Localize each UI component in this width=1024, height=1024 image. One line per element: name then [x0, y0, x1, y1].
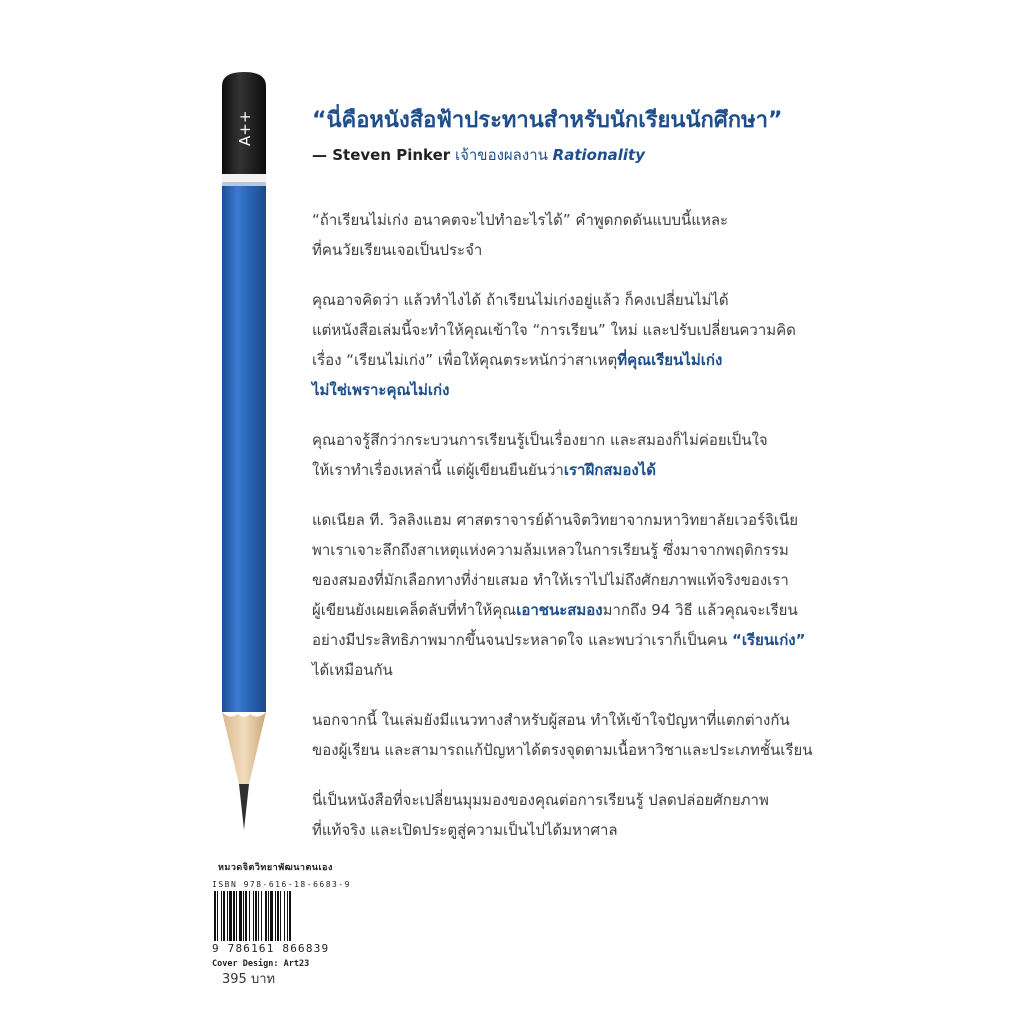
text-segment: เรื่อง “เรียนไม่เก่ง” เพื่อให้คุณตระหนักว่าสาเหตุ [312, 351, 618, 369]
pencil-grade-label: A++ [236, 110, 254, 146]
barcode-bar [243, 891, 244, 941]
isbn-text: ISBN 978-616-18-6683-9 [212, 880, 351, 889]
barcode-bar [253, 891, 254, 941]
blurb-line [312, 455, 992, 485]
quote-role: เจ้าของผลงาน [450, 146, 553, 164]
pencil-illustration [216, 68, 272, 838]
blurb-paragraph [312, 505, 992, 685]
blurb-paragraph [312, 205, 992, 265]
text-segment: ให้เราทำเรื่องเหล่านี้ แต่ผู้เขียนยืนยันว่า [312, 461, 564, 479]
blurb-paragraph [312, 705, 992, 765]
endorsement-quote: “นี่คือหนังสือฟ้าประทานสำหรับนักเรียนนักศึกษา” [312, 108, 783, 133]
text-segment: ที่คนวัยเรียนเจอเป็นประจำ [312, 241, 483, 259]
text-segment: แดเนียล ที. วิลลิงแฮม ศาสตราจารย์ด้านจิตวิทยาจากมหาวิทยาลัยเวอร์จิเนีย [312, 511, 798, 529]
blurb-line [312, 595, 992, 625]
highlighted-phrase: เอาชนะสมอง [516, 601, 603, 619]
barcode-block [212, 860, 352, 969]
barcode-bar [280, 891, 281, 941]
barcode-bar [265, 891, 267, 941]
barcode-bar [223, 891, 225, 941]
blurb-line [312, 425, 992, 455]
text-segment: ได้เหมือนกัน [312, 661, 393, 679]
barcode-bar [270, 891, 273, 941]
barcode-bar [236, 891, 237, 941]
blurb-line [312, 565, 992, 595]
barcode-bar [284, 891, 285, 941]
text-segment: อย่างมีประสิทธิภาพมากขึ้นจนประหลาดใจ และพบว่าเราก็เป็นคน [312, 631, 732, 649]
blurb-line [312, 285, 992, 315]
cover-design-credit: Cover Design: Art23 [212, 959, 310, 969]
price-label: 395 บาท [222, 972, 276, 987]
highlighted-phrase: เราฝึกสมองได้ [563, 461, 656, 479]
blurb-paragraph [312, 285, 992, 405]
barcode-bar [261, 891, 262, 941]
text-segment: ของสมองที่มักเลือกทางที่ง่ายเสมอ ทำให้เราไปไม่ถึงศักยภาพแท้จริงของเรา [312, 571, 789, 589]
text-segment: แต่หนังสือเล่มนี้จะทำให้คุณเข้าใจ “การเรียน” ใหม่ และปรับเปลี่ยนความคิด [312, 321, 796, 339]
text-segment: คุณอาจรู้สึกว่ากระบวนการเรียนรู้เป็นเรื่องยาก และสมองก็ไม่ค่อยเป็นใจ [312, 431, 768, 449]
blurb-paragraph [312, 785, 992, 845]
barcode-bar [275, 891, 276, 941]
barcode-bar [277, 891, 279, 941]
highlighted-phrase: ไม่ใช่เพราะคุณไม่เก่ง [312, 381, 450, 399]
barcode-bar [214, 891, 216, 941]
barcode-bar [268, 891, 269, 941]
text-segment: มากถึง 94 วิธี แล้วคุณจะเรียน [602, 601, 798, 619]
text-segment: “ถ้าเรียนไม่เก่ง อนาคตจะไปทำอะไรได้” คำพูดกดดันแบบนี้แหละ [312, 211, 729, 229]
quote-dash: — [312, 146, 333, 164]
blurb-line [312, 205, 992, 235]
quote-work-title: Rationality [552, 146, 645, 164]
blurb-line [312, 535, 992, 565]
blurb-line [312, 235, 992, 265]
text-segment: พาเราเจาะลึกถึงสาเหตุแห่งความล้มเหลวในการเรียนรู้ ซึ่งมาจากพฤติกรรม [312, 541, 789, 559]
blurb-body [312, 205, 992, 865]
text-segment: ของผู้เรียน และสามารถแก้ปัญหาได้ตรงจุดตามเนื้อหาวิชาและประเภทชั้นเรียน [312, 741, 813, 759]
blurb-line [312, 625, 992, 655]
barcode-bar [217, 891, 218, 941]
quote-attribution [312, 144, 972, 166]
blurb-line [312, 375, 992, 405]
barcode-bar [221, 891, 222, 941]
blurb-line [312, 815, 992, 845]
barcode-bar [229, 891, 232, 941]
text-segment: คุณอาจคิดว่า แล้วทำไงได้ ถ้าเรียนไม่เก่งอยู่แล้ว ก็คงเปลี่ยนไม่ได้ [312, 291, 729, 309]
barcode-digits: 9 786161 866839 [212, 942, 330, 955]
text-segment: ผู้เขียนยังเผยเคล็ดลับที่ทำให้คุณ [312, 601, 517, 619]
barcode-bar [239, 891, 242, 941]
barcode-bar [289, 891, 291, 941]
barcode-bar [287, 891, 288, 941]
barcode-bar [258, 891, 259, 941]
barcode-bar [245, 891, 247, 941]
barcode-image [212, 891, 340, 941]
barcode-bar [249, 891, 250, 941]
barcode-bar [227, 891, 228, 941]
text-segment: นอกจากนี้ ในเล่มยังมีแนวทางสำหรับผู้สอน ทำให้เข้าใจปัญหาที่แตกต่างกัน [312, 711, 790, 729]
highlighted-phrase: “เรียนเก่ง” [732, 631, 806, 649]
text-segment: ที่แท้จริง และเปิดประตูสู่ความเป็นไปได้มหาศาล [312, 821, 618, 839]
highlighted-phrase: ที่คุณเรียนไม่เก่ง [617, 351, 723, 369]
blurb-line [312, 735, 992, 765]
blurb-paragraph [312, 425, 992, 485]
blurb-line [312, 655, 992, 685]
blurb-line [312, 315, 992, 345]
blurb-line [312, 505, 992, 535]
barcode-bar [233, 891, 235, 941]
blurb-line [312, 345, 992, 375]
book-category: หมวดจิตวิทยาพัฒนาตนเอง [218, 863, 333, 873]
quote-author: Steven Pinker [332, 146, 451, 164]
barcode-bar [255, 891, 257, 941]
blurb-line [312, 785, 992, 815]
text-segment: นี่เป็นหนังสือที่จะเปลี่ยนมุมมองของคุณต่อการเรียนรู้ ปลดปล่อยศักยภาพ [312, 791, 769, 809]
blurb-line [312, 705, 992, 735]
